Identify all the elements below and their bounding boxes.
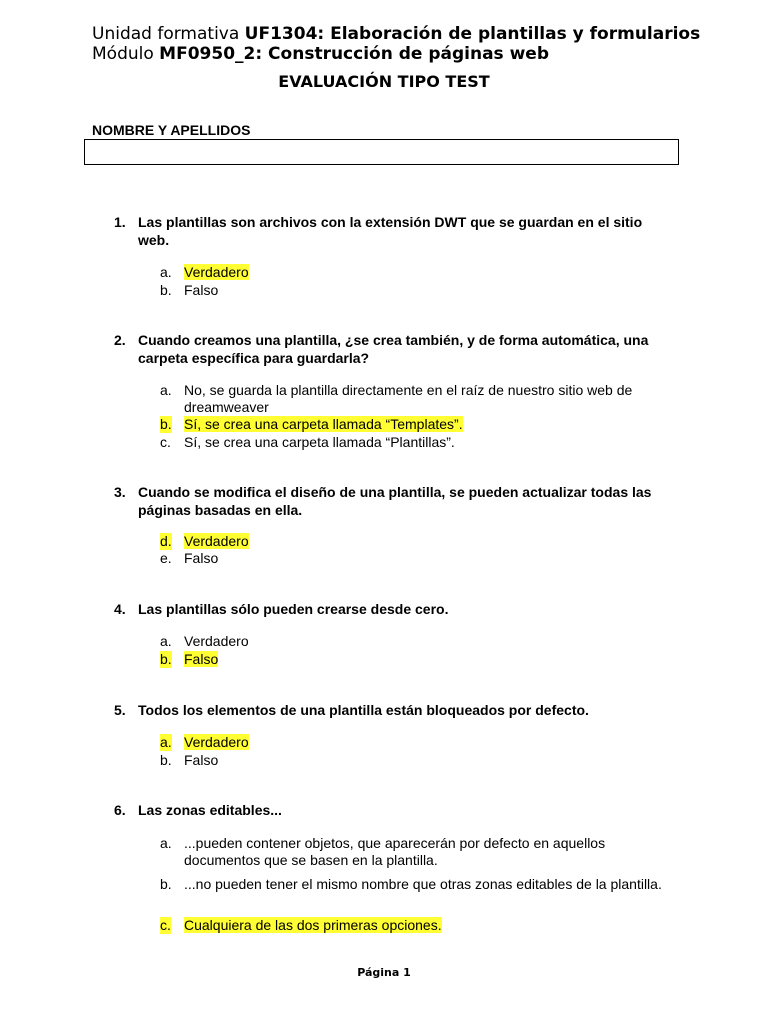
question-5 [114,701,674,719]
question-text: Las plantillas sólo pueden crearse desde cero. [138,601,449,617]
option-text: Cualquiera de las dos primeras opciones. [184,917,442,933]
question-number: 3. [114,484,126,500]
option-1b[interactable] [160,282,680,299]
option-5b[interactable] [160,752,680,769]
option-letter: a. [160,734,172,750]
option-text: Falso [184,282,219,298]
option-text: Verdadero [184,633,249,649]
question-number: 6. [114,802,126,818]
option-2c[interactable] [160,434,680,451]
option-letter: a. [160,264,172,280]
question-3 [114,483,674,519]
page-title: EVALUACIÓN TIPO TEST [278,72,490,91]
option-5a[interactable] [160,734,680,751]
document-header [92,24,700,64]
option-letter: d. [160,533,172,549]
option-text: ...no pueden tener el mismo nombre que otras zonas editables de la plantilla. [184,876,662,892]
option-text: Falso [184,651,219,667]
question-number: 1. [114,214,126,230]
option-letter: a. [160,633,172,649]
question-text: Todos los elementos de una plantilla están bloqueados por defecto. [138,702,589,718]
option-letter: b. [160,876,172,892]
option-letter: b. [160,416,172,432]
question-number: 5. [114,702,126,718]
page-footer: Página 1 [357,966,411,979]
option-letter: b. [160,752,172,768]
name-label: NOMBRE Y APELLIDOS [92,122,251,138]
name-field[interactable] [84,139,679,165]
option-text: Falso [184,752,219,768]
option-text: Verdadero [184,734,249,750]
option-6a[interactable] [160,835,680,869]
option-letter: a. [160,382,172,398]
option-text: Sí, se crea una carpeta llamada “Plantillas”. [184,434,455,450]
option-letter: b. [160,282,172,298]
option-letter: c. [160,917,171,933]
header-line-module: Módulo MF0950_2: Construcción de páginas web [92,44,550,64]
option-4a[interactable] [160,633,680,650]
option-text: ...pueden contener objetos, que aparecerán por defecto en aquellos documentos que se basen en la plantilla. [184,835,606,868]
question-number: 2. [114,332,126,348]
option-3e[interactable] [160,550,680,567]
option-2a[interactable] [160,382,680,416]
question-text: Las plantillas son archivos con la extensión DWT que se guardan en el sitio web. [138,214,643,248]
option-text: Sí, se crea una carpeta llamada “Templates”. [184,416,463,432]
option-letter: e. [160,550,172,566]
option-4b[interactable] [160,651,680,668]
option-2b[interactable] [160,416,680,433]
question-2 [114,331,674,367]
question-6 [114,801,674,819]
option-text: Falso [184,550,219,566]
option-letter: b. [160,651,172,667]
option-letter: a. [160,835,172,851]
option-3d[interactable] [160,533,680,550]
question-text: Cuando se modifica el diseño de una plantilla, se pueden actualizar todas las páginas basadas en ella. [138,484,652,518]
option-1a[interactable] [160,264,680,281]
option-text: Verdadero [184,264,249,280]
question-text: Las zonas editables... [138,802,282,818]
option-6b[interactable] [160,876,680,893]
question-4 [114,600,674,618]
option-letter: c. [160,434,171,450]
option-text: No, se guarda la plantilla directamente en el raíz de nuestro sitio web de dreamweaver [184,382,633,415]
option-text: Verdadero [184,533,249,549]
header-line-unit: Unidad formativa UF1304: Elaboración de plantillas y formularios [92,24,701,44]
question-number: 4. [114,601,126,617]
option-6c[interactable] [160,917,680,934]
question-1 [114,213,674,249]
question-text: Cuando creamos una plantilla, ¿se crea también, y de forma automática, una carpeta específica para guardarla? [138,332,649,366]
